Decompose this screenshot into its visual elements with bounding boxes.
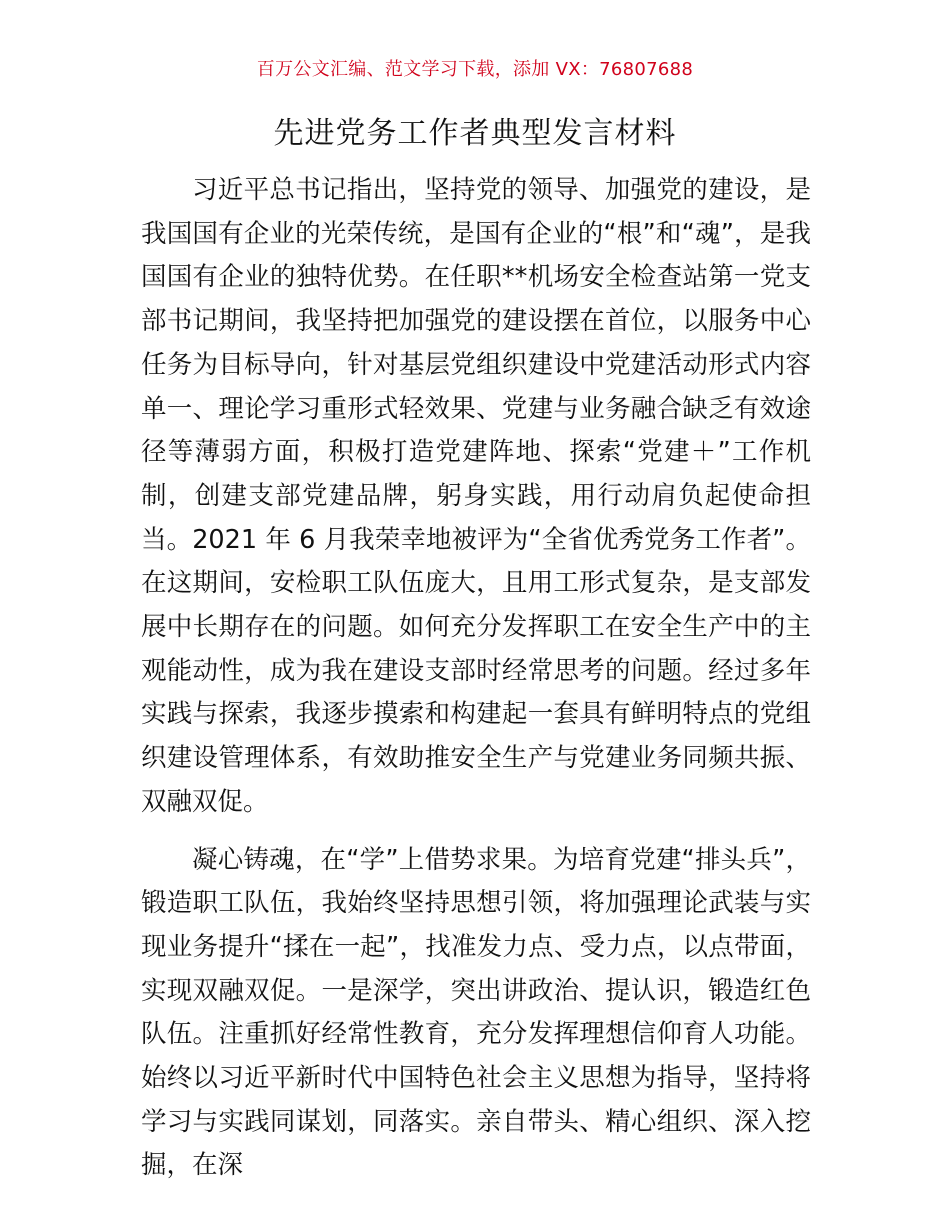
header-watermark-note: 百万公文汇编、范文学习下载，添加 VX：76807688	[256, 59, 694, 80]
body-paragraph-1: 习近平总书记指出，坚持党的领导、加强党的建设，是我国国有企业的光荣传统，是国有企业的“根”和“魂”，是我国国有企业的独特优势。在任职**机场安全检查站第一党支部书记期间，我坚持把加强党的建设摆在首位，以服务中心任务为目标导向，针对基层党组织建设中党建活动形式内容单一、理论学习重形式轻效果、党建与业务融合缺乏有效途径等薄弱方面，积极打造党建阵地、探索“党建＋”工作机制，创建支部党建品牌，躬身实践，用行动肩负起使命担当。2021 年 6 月我荣幸地被评为“全省优秀党务工作者”。在这期间，安检职工队伍庞大，且用工形式复杂，是支部发展中长期存在的问题。如何充分发挥职工在安全生产中的主观能动性，成为我在建设支部时经常思考的问题。经过多年实践与探索，我逐步摸索和构建起一套具有鲜明特点的党组织建设管理体系，有效助推安全生产与党建业务同频共振、双融双促。	[141, 175, 811, 817]
document-title: 先进党务工作者典型发言材料	[273, 116, 677, 151]
document-body	[141, 169, 811, 1188]
body-paragraph-2: 凝心铸魂，在“学”上借势求果。为培育党建“排头兵”，锻造职工队伍，我始终坚持思想引领，将加强理论武装与实现业务提升“揉在一起”，找准发力点、受力点，以点带面，实现双融双促。一是深学，突出讲政治、提认识，锻造红色队伍。注重抓好经常性教育，充分发挥理想信仰育人功能。始终以习近平新时代中国特色社会主义思想为指导，坚持将学习与实践同谋划，同落实。亲自带头、精心组织、深入挖掘，在深	[141, 844, 811, 1181]
